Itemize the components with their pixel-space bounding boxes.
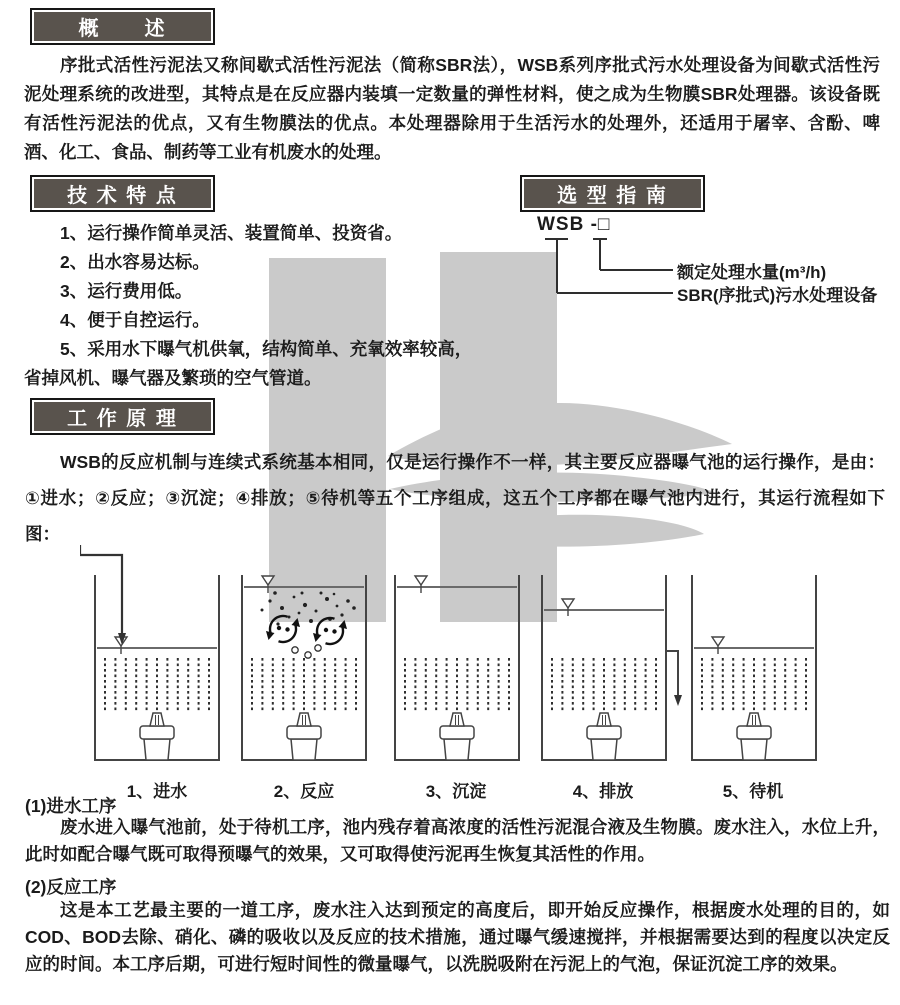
callout-rated-flow: 额定处理水量(m³/h) xyxy=(677,263,827,282)
section-heading-overview xyxy=(30,8,215,45)
section-heading-selection-label: 选 型 指 南 xyxy=(557,185,668,207)
section-heading-features xyxy=(30,175,215,212)
section-heading-overview-label: 概 述 xyxy=(78,18,167,40)
tank-stage-1 xyxy=(80,545,219,760)
feature-item: 2、出水容易达标。 xyxy=(60,252,210,272)
stage-label-standby: 5、待机 xyxy=(722,782,784,801)
model-connector-lines xyxy=(540,230,680,300)
section-heading-selection xyxy=(520,175,705,212)
section-heading-features-label: 技 术 特 点 xyxy=(67,185,178,207)
stage-label-reaction: 2、反应 xyxy=(273,782,335,801)
process-2-paragraph: 这是本工艺最主要的一道工序，废水注入达到预定的高度后，即开始反应操作，根据废水处理的目的，如COD、BOD去除、硝化、磷的吸收以及反应的技术措施，通过曝气缓速搅拌，并根据需要达到的程度以决定反应的时间。本工序后期，可进行短时间性的微量曝气，以洗脱吸附在污泥上的气泡，保证沉淀工序的效果。 xyxy=(25,900,890,974)
feature-item: 4、便于自控运行。 xyxy=(60,310,210,330)
tank-stage-5 xyxy=(692,575,816,760)
stage-label-settling: 3、沉淀 xyxy=(425,782,487,801)
stage-label-discharge: 4、排放 xyxy=(572,782,634,801)
tank-stage-4 xyxy=(542,575,682,760)
feature-list xyxy=(24,219,484,393)
overview-paragraph: 序批式活性污泥法又称间歇式活性污泥法（简称SBR法），WSB系列序批式污水处理设备为间歇式活性污泥处理系统的改进型，其特点是在反应器内装填一定数量的弹性材料，使之成为生物膜SBR处理器。该设备既有活性污泥法的优点，又有生物膜法的优点。本处理器除用于生活污水的处理外，还适用于屠宰、含酚、啤酒、化工、食品、制药等工业有机废水的处理。 xyxy=(24,55,880,162)
model-code: WSB -□ xyxy=(537,214,611,235)
process-stages-diagram xyxy=(80,545,840,775)
section-heading-principle xyxy=(30,398,215,435)
feature-item: 3、运行费用低。 xyxy=(60,281,193,301)
callout-sbr-equipment: SBR(序批式)污水处理设备 xyxy=(677,286,878,305)
tank-stage-3 xyxy=(395,575,519,760)
process-2-heading: (2)反应工序 xyxy=(25,877,117,897)
principle-paragraph: WSB的反应机制与连续式系统基本相同，仅是运行操作不一样，其主要反应器曝气池的运行操作，是由：①进水；②反应；③沉淀；④排放；⑤待机等五个工序组成，这五个工序都在曝气池内进行，其运行流程如下图： xyxy=(25,452,885,544)
stage-label-inflow: 1、进水 xyxy=(126,782,188,801)
process-1-paragraph: 废水进入曝气池前，处于待机工序，池内残存着高浓度的活性污泥混合液及生物膜。废水注入，水位上升，此时如配合曝气既可取得预曝气的效果，又可取得使污泥再生恢复其活性的作用。 xyxy=(25,817,890,864)
process-1-heading: (1)进水工序 xyxy=(25,796,117,816)
tank-stage-2 xyxy=(242,575,366,760)
feature-item: 5、采用水下曝气机供氧，结构简单、充氧效率较高，省掉风机、曝气器及繁琐的空气管道。 xyxy=(24,339,473,388)
feature-item: 1、运行操作简单灵活、装置简单、投资省。 xyxy=(60,223,403,243)
section-heading-principle-label: 工 作 原 理 xyxy=(67,408,178,430)
